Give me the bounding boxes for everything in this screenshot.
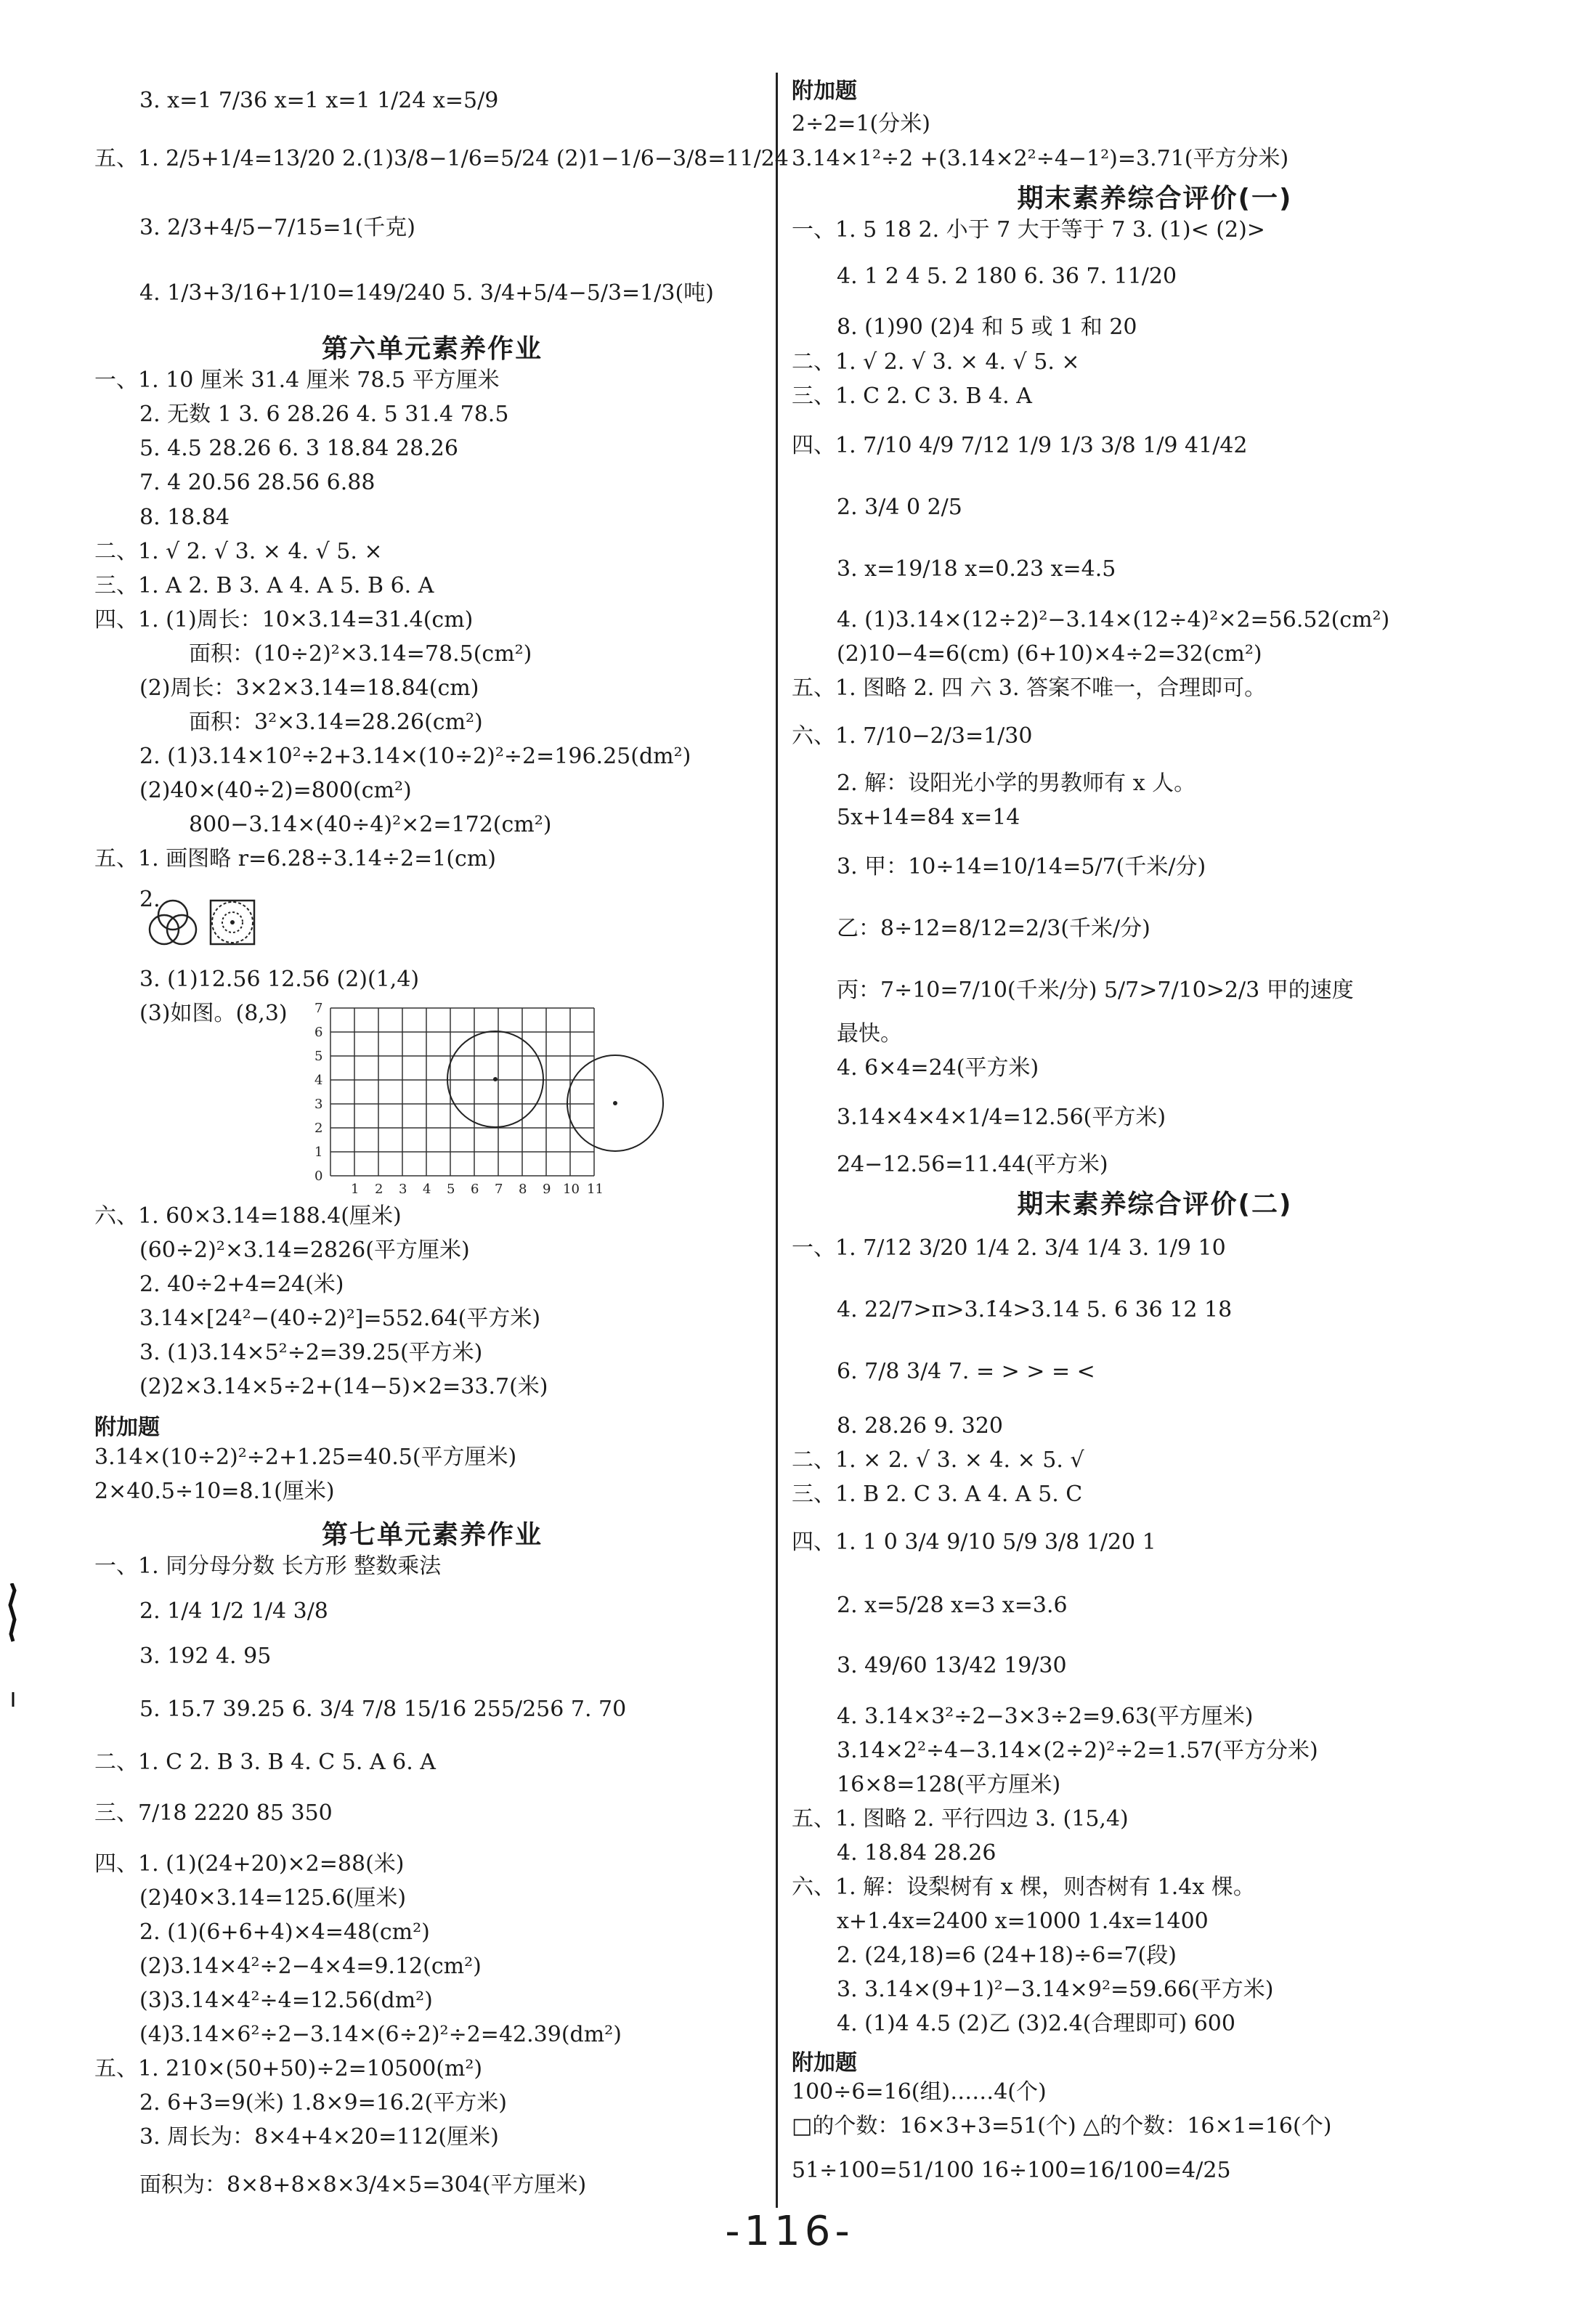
answer-line: 5. 15.7 39.25 6. 3/4 7/8 15/16 255/256 7. 70 [139, 1697, 627, 1722]
answer-line: 3. (1)3.14×5²÷2=39.25(平方米) [139, 1340, 483, 1365]
answer-line: 乙：8÷12=8/12=2/3(千米/分) [837, 916, 1150, 941]
answer-line: 2. 1/4 1/2 1/4 3/8 [139, 1598, 328, 1624]
grid-x-tick: 6 [471, 1182, 479, 1197]
section-title-final-2: 期末素养综合评价(二) [1017, 1190, 1293, 1219]
grid-x-tick: 8 [519, 1182, 527, 1197]
answer-line: 2. (24,18)=6 (24+18)÷6=7(段) [837, 1943, 1177, 1968]
answer-line: 六、1. 解：设梨树有 x 棵，则杏树有 1.4x 棵。 [792, 1874, 1255, 1900]
answer-line: 3. 192 4. 95 [139, 1644, 272, 1669]
answer-line: 五、1. 210×(50+50)÷2=10500(m²) [94, 2056, 483, 2081]
answer-line: 4. 22/7>π>3.1̇4̇>3.14 5. 6 36 12 18 [837, 1297, 1233, 1323]
grid-y-tick: 5 [314, 1049, 323, 1064]
grid-x-tick: 3 [399, 1182, 407, 1197]
answer-line: 2. 40÷2+4=24(米) [139, 1272, 344, 1297]
answer-line: 4. 6×4=24(平方米) [837, 1055, 1039, 1081]
answer-line: 3. 周长为：8×4+4×20=112(厘米) [139, 2124, 499, 2150]
answer-line: 3.14×4×4×1/4=12.56(平方米) [837, 1105, 1166, 1130]
answer-line: 五、1. 图略 2. 平行四边 3. (15,4) [792, 1806, 1129, 1832]
answer-line: 2. 解：设阳光小学的男教师有 x 人。 [837, 771, 1196, 796]
answer-line: 4. (1)4 4.5 (2)乙 (3)2.4(合理即可) 600 [837, 2011, 1235, 2036]
answer-line: 四、1. 1 0 3/4 9/10 5/9 3/8 1/20 1 [792, 1529, 1156, 1555]
grid-y-tick: 4 [314, 1073, 323, 1088]
bonus-title: 附加题 [792, 78, 857, 104]
answer-line: 二、1. C 2. B 3. B 4. C 5. A 6. A [94, 1750, 436, 1775]
answer-line: 3.14×1²÷2 +(3.14×2²÷4−1²)=3.71(平方分米) [792, 146, 1289, 171]
answer-line: (3)3.14×4²÷4=12.56(dm²) [139, 1988, 433, 2013]
answer-line: 3. x=1 7/36 x=1 x=1 1/24 x=5/9 [139, 88, 499, 113]
answer-line: 三、1. B 2. C 3. A 4. A 5. C [792, 1482, 1083, 1507]
circles-figure [131, 895, 276, 953]
answer-line: 2. 3/4 0 2/5 [837, 495, 962, 520]
answer-line: 四、1. 7/10 4/9 7/12 1/9 1/3 3/8 1/9 41/42 [792, 433, 1248, 458]
grid-x-tick: 10 [563, 1182, 580, 1197]
answer-line: 三、1. C 2. C 3. B 4. A [792, 383, 1032, 409]
grid-y-tick: 0 [314, 1169, 323, 1184]
section-title-final-1: 期末素养综合评价(一) [1017, 184, 1293, 214]
answer-line: 三、1. A 2. B 3. A 4. A 5. B 6. A [94, 573, 434, 598]
answer-line: 3. x=19/18 x=0.23 x=4.5 [837, 556, 1116, 582]
answer-line: 3. 2/3+4/5−7/15=1(千克) [139, 215, 415, 240]
grid-y-tick: 7 [314, 1001, 323, 1016]
answer-line: 16×8=128(平方厘米) [837, 1772, 1061, 1797]
bonus-title: 附加题 [792, 2050, 857, 2076]
answer-line: 4. 18.84 28.26 [837, 1840, 996, 1866]
scan-mark [6, 1583, 20, 1714]
answer-line: □的个数：16×3+3=51(个) △的个数：16×1=16(个) [792, 2113, 1332, 2139]
answer-line: (2)40×(40÷2)=800(cm²) [139, 778, 412, 803]
answer-line: 一、1. 7/12 3/20 1/4 2. 3/4 1/4 3. 1/9 10 [792, 1235, 1226, 1261]
answer-line: 四、1. (1)(24+20)×2=88(米) [94, 1851, 405, 1877]
answer-line: 2. [139, 887, 161, 912]
answer-line: (4)3.14×6²÷2−3.14×(6÷2)²÷2=42.39(dm²) [139, 2022, 622, 2047]
answer-line: 4. 1 2 4 5. 2 180 6. 36 7. 11/20 [837, 264, 1177, 289]
answer-line: x+1.4x=2400 x=1000 1.4x=1400 [837, 1909, 1209, 1934]
answer-line: 3.14×[24²−(40÷2)²]=552.64(平方米) [139, 1306, 541, 1331]
answer-line: 6. 7/8 3/4 7. = > > = < [837, 1359, 1095, 1384]
answer-line: 3. 49/60 13/42 19/30 [837, 1653, 1067, 1678]
answer-line: (2)3.14×4²÷2−4×4=9.12(cm²) [139, 1954, 482, 1979]
answer-line: 4. 3.14×3²÷2−3×3÷2=9.63(平方厘米) [837, 1704, 1254, 1729]
answer-line: 3. 3.14×(9+1)²−3.14×9²=59.66(平方米) [837, 1977, 1274, 2002]
grid-x-tick: 2 [375, 1182, 383, 1197]
answer-line: 5. 4.5 28.26 6. 3 18.84 28.26 [139, 436, 458, 461]
grid-y-tick: 1 [314, 1145, 323, 1160]
answer-line: 面积：(10÷2)²×3.14=78.5(cm²) [189, 641, 532, 667]
answer-line: 4. (1)3.14×(12÷2)²−3.14×(12÷4)²×2=56.52(cm²) [837, 607, 1390, 633]
section-title-unit7: 第七单元素养作业 [321, 1520, 543, 1550]
answer-line: 二、1. √ 2. √ 3. × 4. √ 5. × [94, 539, 383, 564]
answer-line: 2. 无数 1 3. 6 28.26 4. 5 31.4 78.5 [139, 402, 509, 427]
answer-line: (2)10−4=6(cm) (6+10)×4÷2=32(cm²) [837, 641, 1262, 667]
section-title-unit6: 第六单元素养作业 [321, 334, 543, 364]
grid-x-tick: 11 [587, 1182, 604, 1197]
grid-x-tick: 7 [495, 1182, 503, 1197]
answer-line: 2. x=5/28 x=3 x=3.6 [837, 1593, 1068, 1618]
answer-line: 8. 28.26 9. 320 [837, 1413, 1003, 1439]
page-number: -116- [725, 2208, 854, 2255]
answer-line: 8. (1)90 (2)4 和 5 或 1 和 20 [837, 314, 1137, 340]
answer-line: 六、1. 7/10−2/3=1/30 [792, 723, 1033, 749]
answer-line: 二、1. × 2. √ 3. × 4. × 5. √ [792, 1447, 1084, 1473]
answer-line: 五、1. 图略 2. 四 六 3. 答案不唯一，合理即可。 [792, 675, 1267, 701]
answer-line: 三、7/18 2220 85 350 [94, 1800, 333, 1826]
answer-line: (2)2×3.14×5÷2+(14−5)×2=33.7(米) [139, 1374, 548, 1399]
answer-line: 五、1. 画图略 r=6.28÷3.14÷2=1(cm) [94, 846, 497, 871]
answer-line: 51÷100=51/100 16÷100=16/100=4/25 [792, 2158, 1231, 2183]
grid-y-tick: 3 [314, 1097, 323, 1112]
answer-line: 丙：7÷10=7/10(千米/分) 5/7>7/10>2/3 甲的速度 [837, 978, 1354, 1003]
answer-line: 二、1. √ 2. √ 3. × 4. √ 5. × [792, 349, 1080, 375]
answer-line: 3. 甲：10÷14=10/14=5/7(千米/分) [837, 854, 1206, 879]
answer-line: 一、1. 5 18 2. 小于 7 大于等于 7 3. (1)< (2)> [792, 217, 1265, 243]
answer-line: 3.14×2²÷4−3.14×(2÷2)²÷2=1.57(平方分米) [837, 1738, 1318, 1763]
bonus-title: 附加题 [94, 1415, 160, 1440]
grid-x-tick: 1 [351, 1182, 360, 1197]
answer-line: (2)40×3.14=125.6(厘米) [139, 1885, 407, 1911]
answer-line: (60÷2)²×3.14=2826(平方厘米) [139, 1238, 470, 1263]
answer-line: 2. 6+3=9(米) 1.8×9=16.2(平方米) [139, 2090, 507, 2116]
answer-line: 3.14×(10÷2)²÷2+1.25=40.5(平方厘米) [94, 1445, 517, 1470]
answer-line: 4. 1/3+3/16+1/10=149/240 5. 3/4+5/4−5/3=1/3(吨) [139, 280, 714, 306]
answer-line: 最快。 [837, 1021, 902, 1047]
answer-line: 面积：3²×3.14=28.26(cm²) [189, 710, 483, 735]
column-divider [776, 73, 778, 2208]
answer-line: (3)如图。(8,3) [139, 1001, 288, 1026]
answer-line: 六、1. 60×3.14=188.4(厘米) [94, 1203, 402, 1229]
answer-line: 四、1. (1)周长：10×3.14=31.4(cm) [94, 607, 474, 633]
answer-line: 5x+14=84 x=14 [837, 805, 1020, 830]
answer-line: 800−3.14×(40÷4)²×2=172(cm²) [189, 812, 552, 837]
answer-line: 7. 4 20.56 28.56 6.88 [139, 470, 376, 495]
answer-line: 2×40.5÷10=8.1(厘米) [94, 1479, 335, 1504]
grid-x-tick: 9 [543, 1182, 551, 1197]
answer-line: 8. 18.84 [139, 505, 230, 530]
grid-x-tick: 4 [423, 1182, 431, 1197]
answer-line: 3. (1)12.56 12.56 (2)(1,4) [139, 967, 420, 992]
answer-line: 2. (1)(6+6+4)×4=48(cm²) [139, 1919, 430, 1945]
grid-figure [309, 1001, 701, 1197]
answer-line: 100÷6=16(组)……4(个) [792, 2079, 1047, 2105]
answer-line: 一、1. 10 厘米 31.4 厘米 78.5 平方厘米 [94, 367, 500, 393]
grid-y-tick: 6 [314, 1025, 323, 1040]
answer-line: 面积为：8×8+8×8×3/4×5=304(平方厘米) [139, 2172, 587, 2198]
grid-x-tick: 5 [447, 1182, 455, 1197]
answer-line: 24−12.56=11.44(平方米) [837, 1152, 1108, 1177]
answer-line: 一、1. 同分母分数 长方形 整数乘法 [94, 1553, 442, 1579]
answer-line: 2. (1)3.14×10²÷2+3.14×(10÷2)²÷2=196.25(dm²) [139, 744, 691, 769]
answer-line: (2)周长：3×2×3.14=18.84(cm) [139, 675, 479, 701]
answer-line: 五、1. 2/5+1/4=13/20 2.(1)3/8−1/6=5/24 (2)1−1/6−3/8=11/24 [94, 146, 789, 171]
grid-y-tick: 2 [314, 1121, 323, 1136]
answer-line: 2÷2=1(分米) [792, 111, 930, 137]
